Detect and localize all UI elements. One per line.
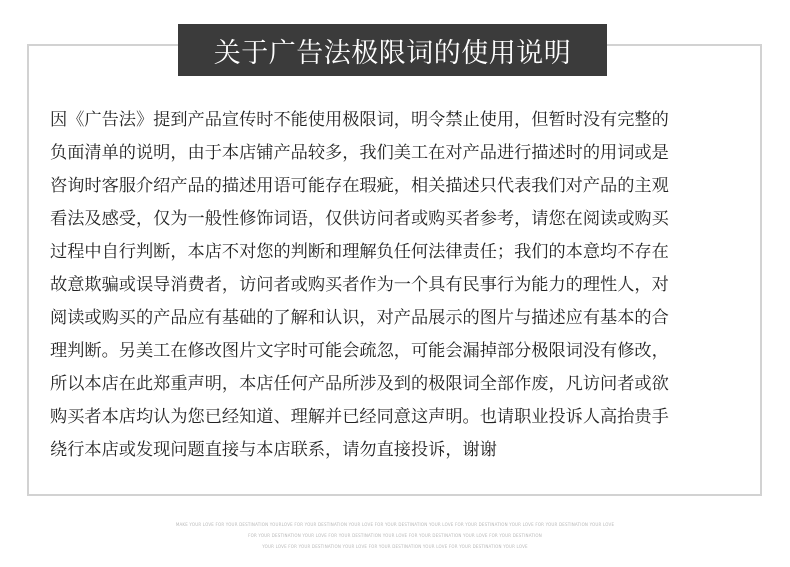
footer-deco-line: FOR YOUR DESTINATION YOUR LOVE FOR YOUR DESTINATION YOUR LOVE FOR YOUR DESTINATION YOUR LOVE FOR YOUR DESTINATION [248, 533, 542, 538]
notice-line: 咨询时客服介绍产品的描述用语可能存在瑕疵，相关描述只代表我们对产品的主观 [50, 176, 669, 196]
notice-line: 理判断。另美工在修改图片文字时可能会疏忽，可能会漏掉部分极限词没有修改， [50, 341, 669, 361]
notice-title: 关于广告法极限词的使用说明 [178, 24, 607, 76]
footer-deco-line: YOUR LOVE FOR YOUR DESTINATION YOUR LOVE FOR YOUR DESTINATION YOUR LOVE FOR YOUR DESTINATION YOUR LOVE [262, 544, 528, 549]
footer-deco-line: MAKE YOUR LOVE FOR YOUR DESTINATION YOURLOVE FOR YOUR DESTINATION YOUR LOVE FOR YOUR DESTINATION YOUR LOVE FOR YOUR DESTINATION YOUR LOVE FOR YOUR DESTINATION YOUR LOVE [175, 522, 615, 527]
notice-line: 购买者本店均认为您已经知道、理解并已经同意这声明。也请职业投诉人高抬贵手 [50, 407, 669, 427]
notice-line: 阅读或购买的产品应有基础的了解和认识，对产品展示的图片与描述应有基本的合 [50, 308, 669, 328]
notice-line: 故意欺骗或误导消费者，访问者或购买者作为一个具有民事行为能力的理性人，对 [50, 275, 669, 295]
notice-line: 绕行本店或发现问题直接与本店联系，请勿直接投诉，谢谢 [50, 440, 497, 460]
footer-decoration [0, 519, 790, 552]
notice-line: 过程中自行判断，本店不对您的判断和理解负任何法律责任；我们的本意均不存在 [50, 242, 669, 262]
notice-line: 负面清单的说明，由于本店铺产品较多，我们美工在对产品进行描述时的用词或是 [50, 143, 669, 163]
notice-line: 看法及感受，仅为一般性修饰词语，仅供访问者或购买者参考，请您在阅读或购买 [50, 209, 669, 229]
notice-body [50, 104, 750, 467]
notice-line: 所以本店在此郑重声明，本店任何产品所涉及到的极限词全部作废，凡访问者或欲 [50, 374, 669, 394]
notice-line: 因《广告法》提到产品宣传时不能使用极限词，明令禁止使用，但暂时没有完整的 [50, 110, 669, 130]
